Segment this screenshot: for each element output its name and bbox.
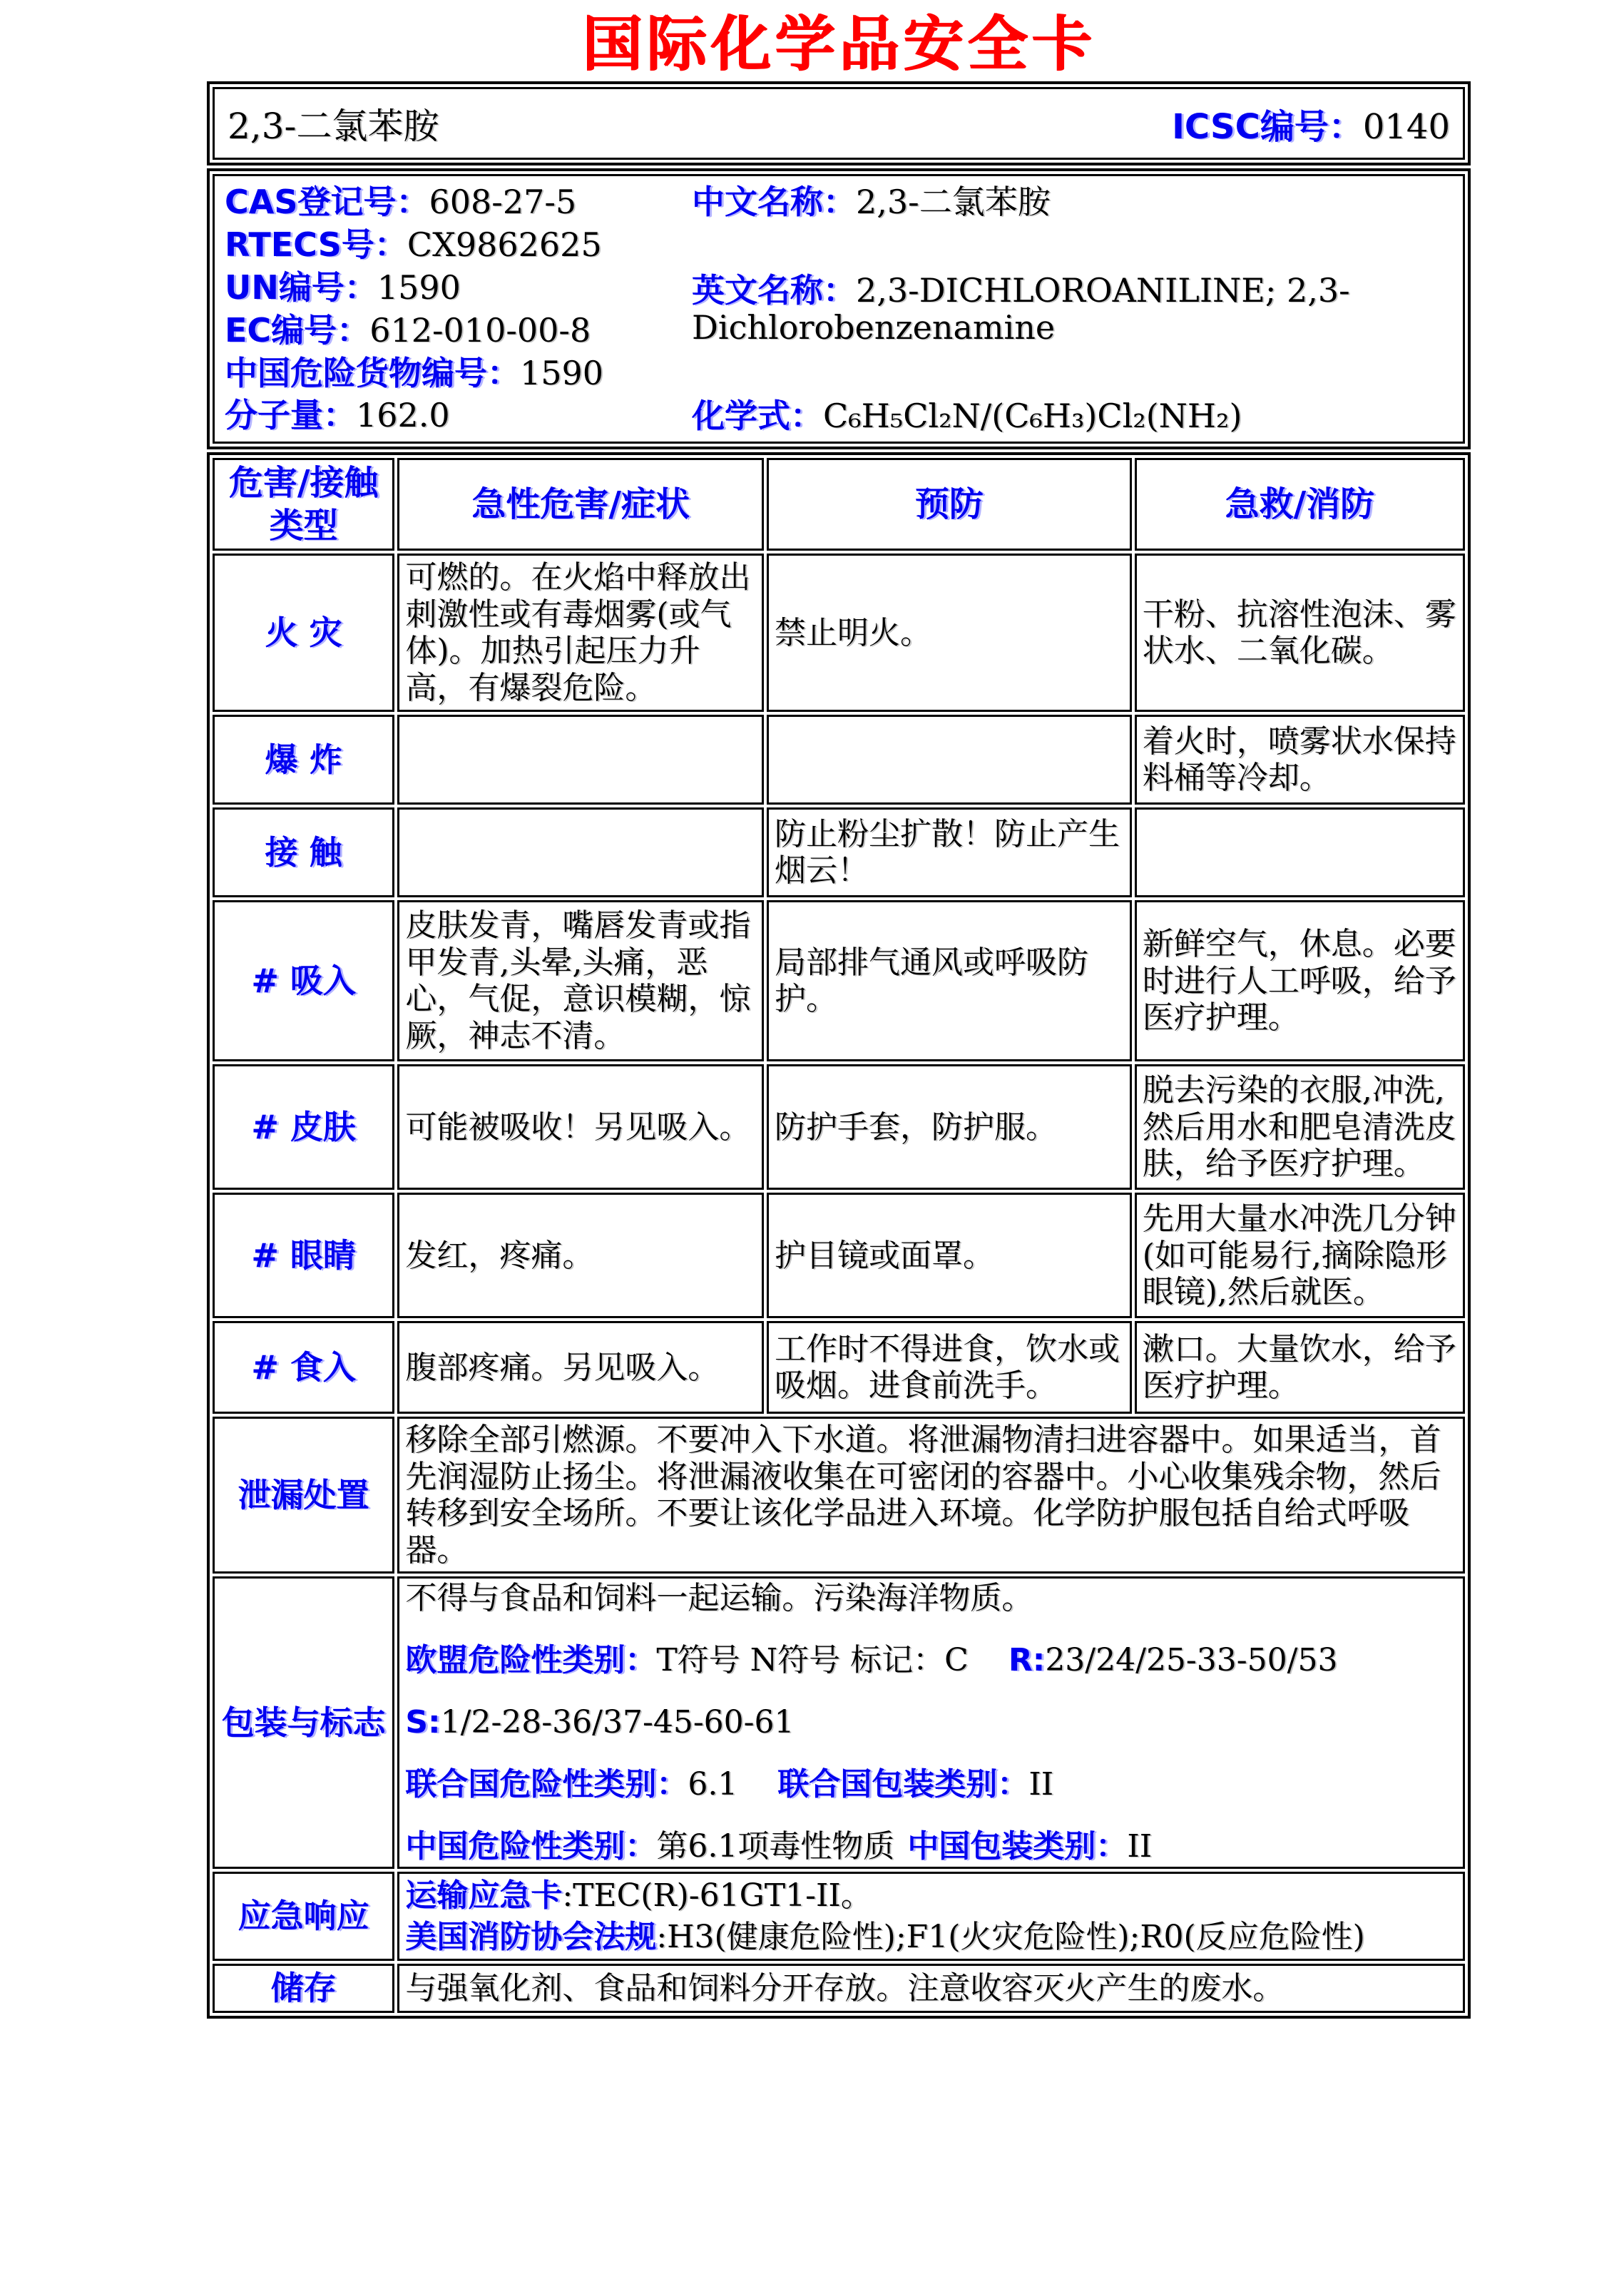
exposure-firstaid-cell: [1135, 807, 1465, 897]
safety-card: [207, 11, 1471, 2019]
s-phrases-label: S:: [405, 1703, 441, 1740]
hazard-row-eyes: [213, 1193, 1465, 1318]
field-value: C₆H₅Cl₂N/(C₆H₃)Cl₂(NH₂): [823, 396, 1242, 435]
un-pack-value: II: [1028, 1765, 1054, 1803]
col-header-firstaid-firefighting: 急救/消防: [1135, 458, 1465, 551]
skin-firstaid-cell: 脱去污染的衣服,冲洗,然后用水和肥皂清洗皮肤，给予医疗护理。: [1135, 1064, 1465, 1190]
page-title: 国际化学品安全卡: [581, 9, 1096, 79]
identifiers-right-column: [692, 183, 1453, 434]
field-value: 2,3-二氯苯胺: [856, 183, 1051, 222]
hazard-row-explosion: [213, 715, 1465, 805]
explosion-prevention-cell: [767, 715, 1132, 805]
field-value: 2,3-DICHLOROANILINE; 2,3-Dichlorobenzenamine: [692, 270, 1350, 347]
field-label: 分子量：: [225, 396, 356, 435]
field-cn-dangerous-goods: [225, 355, 692, 392]
row-label-emergency-response: 应急响应: [213, 1872, 394, 1960]
r-phrases-value: 23/24/25-33-50/53: [1045, 1642, 1338, 1679]
ingestion-firstaid-cell: 漱口。大量饮水，给予医疗护理。: [1135, 1321, 1465, 1414]
name-header-table: [207, 81, 1471, 165]
field-chinese-name: [692, 183, 1453, 221]
row-label-fire: 火 灾: [213, 554, 394, 712]
field-value: 612-010-00-8: [369, 310, 591, 350]
tec-line: [405, 1875, 1457, 1916]
field-label: EC编号：: [225, 310, 370, 350]
icsc-number: 0140: [1362, 106, 1450, 147]
cn-pack-label: 中国包装类别：: [907, 1827, 1128, 1865]
row-label-ingestion: # 食入: [213, 1321, 394, 1414]
un-class-line: [405, 1766, 1457, 1804]
eu-class-value: T符号 N符号 标记：C: [656, 1642, 969, 1679]
spill-disposal-cell: 移除全部引燃源。不要冲入下水道。将泄漏物清扫进容器中。如果适当，首先润湿防止扬尘。将泄漏液收集在可密闭的容器中。小心收集残余物，然后转移到安全场所。不要让该化学品进入环境。化学防护服包括自给式呼吸器。: [397, 1417, 1465, 1574]
field-label: 化学式：: [692, 396, 823, 435]
transport-note: 不得与食品和饲料一起运输。污染海洋物质。: [405, 1580, 1033, 1617]
cn-class-label: 中国危险性类别：: [405, 1827, 657, 1865]
exposure-prevention-cell: 防止粉尘扩散！防止产生烟云！: [767, 807, 1132, 897]
field-value: 608-27-5: [429, 183, 577, 222]
cn-class-value: 第6.1项毒性物质: [656, 1827, 895, 1865]
s-phrases-line: [405, 1704, 1457, 1742]
eyes-prevention-cell: 护目镜或面罩。: [767, 1193, 1132, 1318]
eyes-firstaid-cell: 先用大量水冲洗几分钟(如可能易行,摘除隐形眼镜),然后就医。: [1135, 1193, 1465, 1318]
field-cas: [225, 183, 692, 221]
col-header-acute-symptoms: 急性危害/症状: [397, 458, 764, 551]
field-label: 中文名称：: [692, 183, 856, 222]
field-label: RTECS号：: [225, 225, 407, 265]
field-label: 中国危险货物编号：: [225, 353, 520, 392]
row-label-packaging-labelling: 包装与标志: [213, 1576, 394, 1869]
field-value: CX9862625: [407, 225, 602, 265]
col-header-prevention: 预防: [767, 458, 1132, 551]
eu-class-label: 欧盟危险性类别：: [405, 1642, 657, 1679]
hazard-row-fire: [213, 554, 1465, 712]
hazard-table: [207, 452, 1471, 2019]
field-label: CAS登记号：: [225, 183, 429, 222]
packaging-row: [213, 1576, 1465, 1869]
un-class-label: 联合国危险性类别：: [405, 1765, 688, 1803]
hazard-header-row: [213, 458, 1465, 551]
field-value: 1590: [520, 353, 604, 392]
nfpa-label: 美国消防协会法规: [405, 1918, 657, 1955]
tec-label: 运输应急卡: [405, 1877, 563, 1914]
row-label-eyes: # 眼睛: [213, 1193, 394, 1318]
field-label: 英文名称：: [692, 270, 856, 310]
inhalation-prevention-cell: 局部排气通风或呼吸防护。: [767, 900, 1132, 1061]
row-label-exposure: 接 触: [213, 807, 394, 897]
tec-value: :TEC(R)-61GT1-II。: [562, 1877, 872, 1914]
row-label-inhalation: # 吸入: [213, 900, 394, 1061]
field-english-name: [692, 272, 1453, 347]
exposure-symptoms-cell: [397, 807, 764, 897]
nfpa-line: [405, 1917, 1457, 1957]
row-label-spill-disposal: 泄漏处置: [213, 1417, 394, 1574]
identifiers-cell: [213, 174, 1465, 444]
identifiers-left-column: [225, 183, 692, 434]
identifiers-table: [207, 168, 1471, 449]
field-label: UN编号：: [225, 268, 377, 307]
field-rtecs: [225, 226, 692, 264]
un-pack-label: 联合国包装类别：: [777, 1765, 1029, 1803]
field-value: 162.0: [356, 396, 450, 435]
skin-symptoms-cell: 可能被吸收！另见吸入。: [397, 1064, 764, 1190]
fire-firstaid-cell: 干粉、抗溶性泡沫、雾状水、二氧化碳。: [1135, 554, 1465, 712]
field-ec: [225, 312, 692, 350]
hazard-row-exposure: [213, 807, 1465, 897]
explosion-firstaid-cell: 着火时，喷雾状水保持料桶等冷却。: [1135, 715, 1465, 805]
storage-cell: 与强氧化剂、食品和饲料分开存放。注意收容灭火产生的废水。: [397, 1964, 1465, 2013]
eyes-symptoms-cell: 发红，疼痛。: [397, 1193, 764, 1318]
cn-pack-value: II: [1127, 1827, 1153, 1865]
ingestion-prevention-cell: 工作时不得进食，饮水或吸烟。进食前洗手。: [767, 1321, 1132, 1414]
field-un: [225, 269, 692, 307]
s-phrases-value: 1/2-28-36/37-45-60-61: [440, 1703, 795, 1740]
field-chemical-formula: [692, 397, 1453, 435]
hazard-row-skin: [213, 1064, 1465, 1190]
row-label-skin: # 皮肤: [213, 1064, 394, 1190]
packaging-labelling-cell: [397, 1576, 1465, 1869]
row-label-storage: 储存: [213, 1964, 394, 2013]
spill-row: [213, 1417, 1465, 1574]
field-value: 1590: [377, 268, 461, 307]
cn-class-line: [405, 1828, 1457, 1866]
field-molecular-weight: [225, 397, 692, 434]
icsc-number-group: [1172, 99, 1450, 148]
col-header-hazard-type: 危害/接触类型: [213, 458, 394, 551]
emergency-row: [213, 1872, 1465, 1960]
inhalation-symptoms-cell: 皮肤发青，嘴唇发青或指甲发青,头晕,头痛，恶心，气促，意识模糊，惊厥，神志不清。: [397, 900, 764, 1061]
nfpa-value: :H3(健康危险性);F1(火灾危险性);R0(反应危险性): [656, 1918, 1365, 1955]
r-phrases-label: R:: [1008, 1642, 1046, 1679]
emergency-response-cell: [397, 1872, 1465, 1960]
ingestion-symptoms-cell: 腹部疼痛。另见吸入。: [397, 1321, 764, 1414]
inhalation-firstaid-cell: 新鲜空气，休息。必要时进行人工呼吸，给予医疗护理。: [1135, 900, 1465, 1061]
hazard-row-inhalation: [213, 900, 1465, 1061]
icsc-label: ICSC编号：: [1172, 106, 1363, 147]
name-header-cell: [213, 87, 1465, 160]
skin-prevention-cell: 防护手套，防护服。: [767, 1064, 1132, 1190]
row-label-explosion: 爆 炸: [213, 715, 394, 805]
storage-row: [213, 1964, 1465, 2013]
chemical-name: 2,3-二氯苯胺: [228, 106, 439, 148]
fire-prevention-cell: 禁止明火。: [767, 554, 1132, 712]
fire-symptoms-cell: 可燃的。在火焰中释放出刺激性或有毒烟雾(或气体)。加热引起压力升高，有爆裂危险。: [397, 554, 764, 712]
eu-hazard-class-line: [405, 1642, 1457, 1680]
hazard-row-ingestion: [213, 1321, 1465, 1414]
un-class-value: 6.1: [688, 1765, 738, 1803]
explosion-symptoms-cell: [397, 715, 764, 805]
